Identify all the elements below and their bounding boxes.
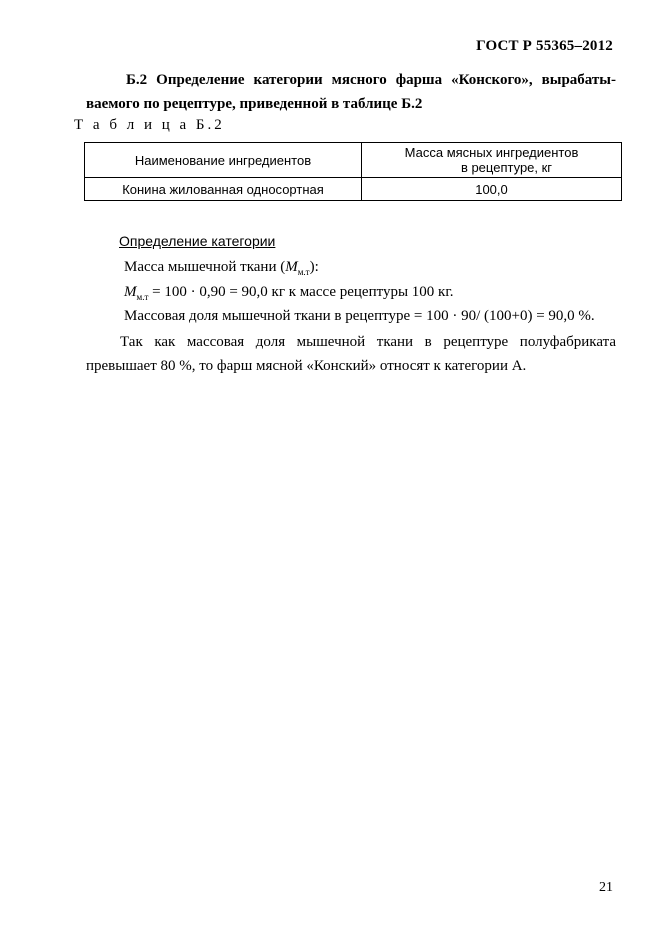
calc-text: = 100 · 0,90 = 90,0 кг к массе рецептуры 100 кг. — [148, 284, 454, 300]
calculation-line — [124, 284, 454, 302]
ingredients-table — [84, 142, 622, 201]
header-mass-line2: в рецептуре, кг — [460, 160, 553, 175]
fraction-line: Массовая доля мышечной ткани в рецептуре = 100 · 90/ (100+0) = 90,0 %. — [124, 308, 595, 324]
cell-mass: 100,0 — [362, 178, 622, 201]
mass-symbol: М — [285, 259, 298, 275]
calc-symbol: М — [124, 284, 137, 300]
mass-subscript: м.т — [297, 267, 310, 277]
header-mass — [362, 143, 622, 178]
mass-label-line — [124, 259, 319, 277]
conclusion-line1: Так как массовая доля мышечной ткани в рецептуре полуфабриката — [120, 334, 616, 350]
mass-label-post: ): — [309, 259, 319, 275]
section-title-line1: Б.2 Определение категории мясного фарша «Конского», вырабаты- — [126, 72, 616, 88]
document-code: ГОСТ Р 55365–2012 — [476, 38, 613, 54]
table-label: Т а б л и ц а Б.2 — [74, 117, 225, 133]
section-title-line2: ваемого по рецептуре, приведенной в таблице Б.2 — [86, 96, 423, 112]
page-number: 21 — [599, 880, 613, 895]
definition-heading: Определение категории — [119, 233, 276, 249]
conclusion-line2: превышает 80 %, то фарш мясной «Конский» относят к категории А. — [86, 358, 527, 374]
header-ingredient-name: Наименование ингредиентов — [85, 143, 362, 178]
table-header-row — [85, 143, 622, 178]
table-row — [85, 178, 622, 201]
mass-label-pre: Масса мышечной ткани ( — [124, 259, 286, 275]
section-title — [86, 68, 616, 116]
conclusion-paragraph — [86, 330, 616, 378]
cell-ingredient-name: Конина жилованная односортная — [85, 178, 362, 201]
header-mass-line1: Масса мясных ингредиентов — [404, 145, 579, 160]
calc-subscript: м.т — [136, 292, 149, 302]
